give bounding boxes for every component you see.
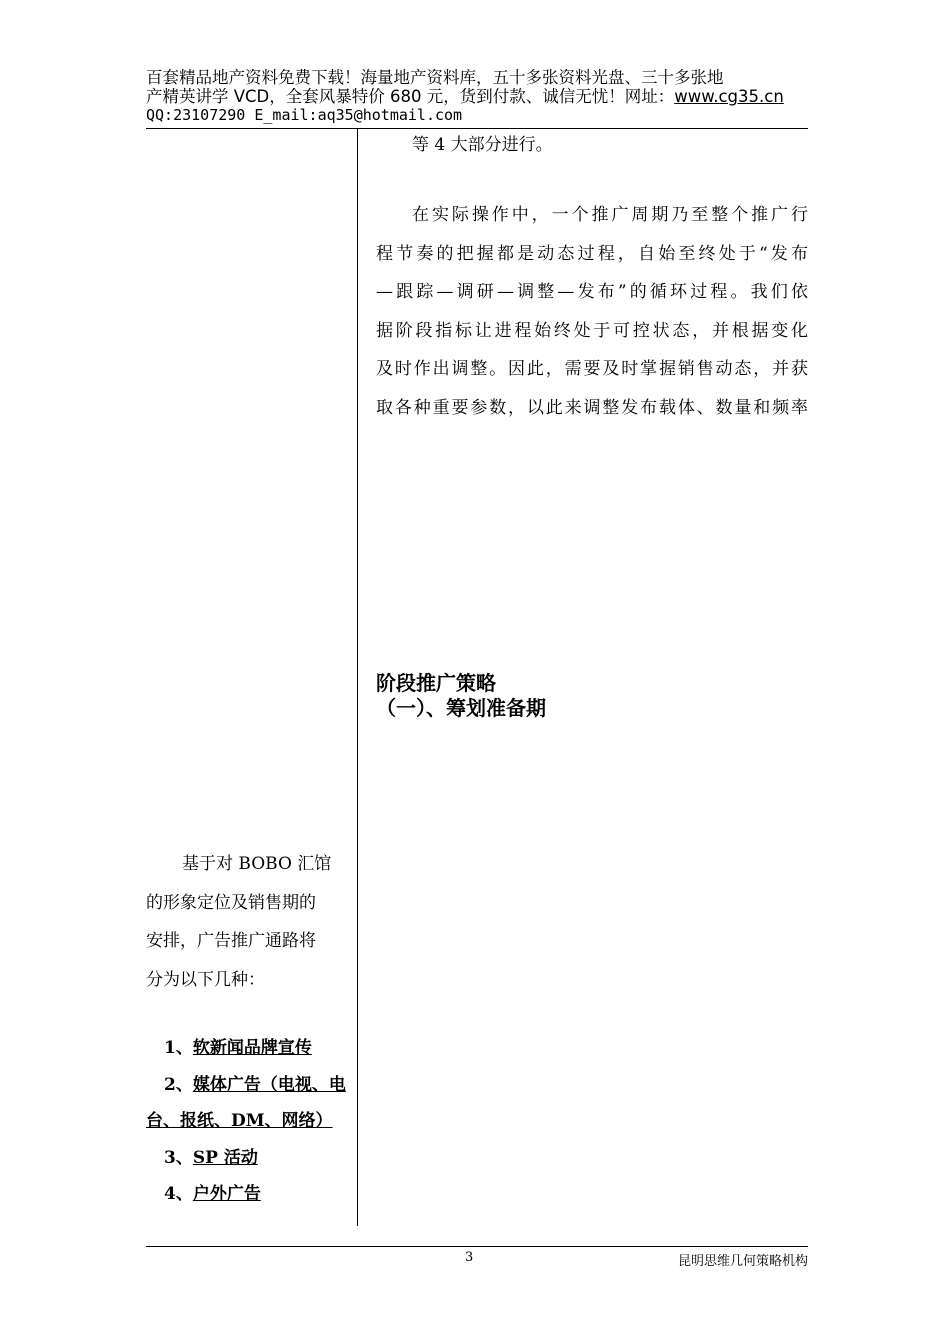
paragraph-line: —跟踪—调研—调整—发布”的循环过程。我们依 (376, 282, 808, 302)
list-item-number: 1、 (164, 1038, 193, 1058)
list-item-number: 4、 (164, 1184, 193, 1204)
list-item-label: 户外广告 (192, 1184, 261, 1204)
page-number: 3 (465, 1250, 474, 1265)
list-item-label: 媒体广告（电视、电 (192, 1074, 346, 1095)
organization-name: 昆明思维几何策略机构 (677, 1254, 808, 1269)
paragraph-line: 在实际操作中，一个推广周期乃至整个推广行 (412, 205, 808, 225)
header-line-1: 百套精品地产资料免费下载！海量地产资料库，五十多张资料光盘、三十多张地 (146, 68, 724, 87)
list-item-number: 2、 (164, 1074, 193, 1095)
list-item-continuation (146, 1103, 346, 1140)
process-paragraph (376, 196, 808, 427)
paragraph-line: 据阶段指标让进程始终处于可控状态，并根据变化 (376, 320, 808, 341)
left-intro-line: 基于对 BOBO 汇馆 (182, 854, 332, 874)
right-intro (376, 126, 808, 165)
list-item-label: 台、报纸、DM、网络） (146, 1111, 333, 1131)
intro-line: 等 4 大部分进行。 (412, 135, 553, 155)
paragraph-line: 取各种重要参数，以此来调整发布载体、数量和频率 (376, 397, 808, 418)
page-header (146, 68, 808, 125)
list-item (146, 1176, 346, 1213)
section-heading (376, 671, 546, 721)
left-intro-line: 的形象定位及销售期的 (146, 892, 316, 913)
section-title: 阶段推广策略 (376, 671, 496, 695)
channel-list (146, 1030, 346, 1213)
website-link[interactable]: www.cg35.cn (674, 87, 784, 106)
list-item (146, 1067, 346, 1104)
footer-rule (146, 1246, 808, 1247)
header-contact-line: QQ:23107290 E_mail:aq35@hotmail.com (146, 106, 463, 124)
header-line-2 (146, 87, 808, 106)
list-item-label: 软新闻品牌宣传 (192, 1038, 312, 1058)
column-divider (357, 128, 358, 1226)
paragraph-line: 程节奏的把握都是动态过程，自始至终处于“发布 (376, 243, 808, 264)
left-intro-paragraph (146, 845, 346, 999)
left-intro-line: 分为以下几种： (146, 969, 265, 990)
left-intro-line: 安排，广告推广通路将 (146, 931, 316, 951)
list-item-label: SP 活动 (192, 1147, 258, 1168)
paragraph-line: 及时作出调整。因此，需要及时掌握销售动态，并获 (376, 359, 808, 379)
header-line-2-text: 产精英讲学 VCD，全套风暴特价 680 元，货到付款、诚信无忧！网址： (146, 87, 675, 106)
list-item (146, 1030, 346, 1067)
subsection-title: （一）、筹划准备期 (376, 696, 546, 720)
list-item-number: 3、 (164, 1147, 193, 1168)
list-item (146, 1140, 346, 1177)
